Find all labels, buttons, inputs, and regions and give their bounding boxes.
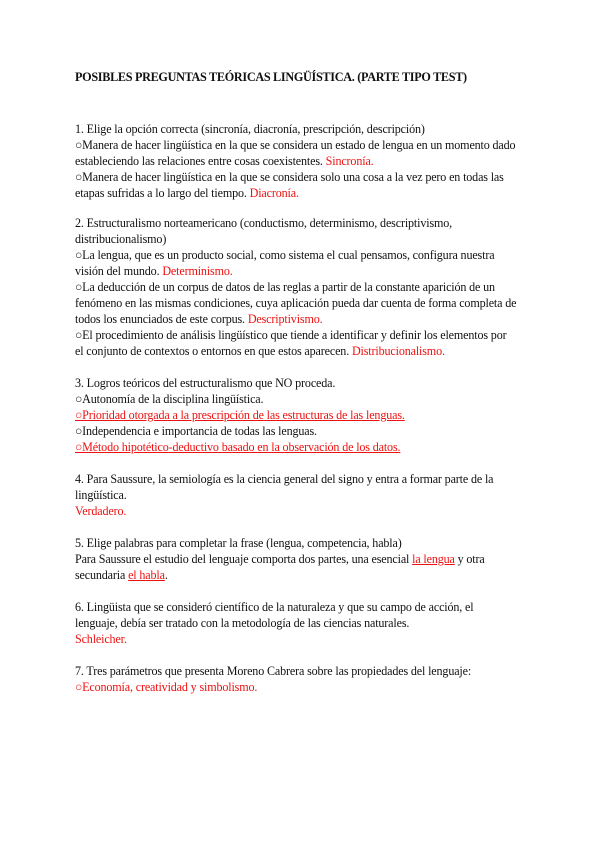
question-4-answer: Verdadero.	[75, 504, 127, 518]
text: secundaria	[75, 568, 129, 582]
answer: Distribucionalismo.	[351, 344, 445, 358]
question-5-sentence	[75, 552, 485, 567]
question-1-option-1-cont	[75, 154, 374, 169]
question-3-option-3: ○Independencia e importancia de todas las lenguas.	[75, 424, 317, 438]
question-1-option-1: ○Manera de hacer lingüística en la que se considera un estado de lengua en un momento dado	[75, 138, 516, 152]
question-3-option-1: ○Autonomía de la disciplina lingüística.	[75, 392, 264, 406]
question-6-heading-cont: lenguaje, debía ser tratado con la metodología de las ciencias naturales.	[75, 616, 410, 630]
question-2-option-1: ○La lengua, que es un producto social, como sistema el cual pensamos, configura nuestra	[75, 248, 495, 262]
answer: Descriptivismo.	[247, 312, 323, 326]
question-7-heading: 7. Tres parámetros que presenta Moreno Cabrera sobre las propiedades del lenguaje:	[75, 664, 472, 678]
question-5-heading: 5. Elige palabras para completar la frase (lengua, competencia, habla)	[75, 536, 402, 550]
text: todos los enunciados de este corpus.	[75, 312, 248, 326]
question-4-heading-cont: lingüística.	[75, 488, 127, 502]
question-3-option-2-answer: ○Prioridad otorgada a la prescripción de las estructuras de las lenguas.	[75, 408, 405, 422]
text: el conjunto de contextos o entornos en que estos aparecen.	[75, 344, 352, 358]
text: Para Saussure el estudio del lenguaje comporta dos partes, una esencial	[75, 552, 413, 566]
text: y otra	[454, 552, 485, 566]
question-3-heading: 3. Logros teóricos del estructuralismo que NO proceda.	[75, 376, 336, 390]
answer-2: el habla	[128, 568, 165, 582]
question-1-option-2-cont	[75, 186, 299, 201]
question-1-heading: 1. Elige la opción correcta (sincronía, diacronía, prescripción, descripción)	[75, 122, 425, 136]
answer: Sincronía.	[325, 154, 374, 168]
question-1-option-2: ○Manera de hacer lingüística en la que se considera solo una cosa a la vez pero en todas las	[75, 170, 504, 184]
question-2-option-3-cont	[75, 344, 445, 359]
question-7-answer: ○Economía, creatividad y simbolismo.	[75, 680, 258, 694]
question-6-answer: Schleicher.	[75, 632, 127, 646]
question-2-option-1-cont	[75, 264, 233, 279]
text: estableciendo las relaciones entre cosas coexistentes.	[75, 154, 326, 168]
question-5-sentence-cont	[75, 568, 168, 583]
document-title: POSIBLES PREGUNTAS TEÓRICAS LINGÜÍSTICA. (PARTE TIPO TEST)	[75, 70, 467, 84]
question-2-option-2: ○La deducción de un corpus de datos de las reglas a partir de la constante aparición de un	[75, 280, 495, 294]
question-4-heading: 4. Para Saussure, la semiología es la ciencia general del signo y entra a formar parte de la	[75, 472, 494, 486]
question-6-heading: 6. Lingüista que se consideró científico de la naturaleza y que su campo de acción, el	[75, 600, 474, 614]
answer-1: la lengua	[412, 552, 455, 566]
text: .	[164, 568, 168, 582]
question-2-option-2-cont2	[75, 312, 322, 327]
question-2-option-3: ○El procedimiento de análisis lingüístico que tiende a identificar y definir los elementos por	[75, 328, 507, 342]
question-2-heading-cont: distribucionalismo)	[75, 232, 167, 246]
question-3-option-4-answer: ○Método hipotético-deductivo basado en la observación de los datos.	[75, 440, 401, 454]
text: etapas sufridas a lo largo del tiempo.	[75, 186, 250, 200]
question-2-heading: 2. Estructuralismo norteamericano (conductismo, determinismo, descriptivismo,	[75, 216, 453, 230]
text: visión del mundo.	[75, 264, 163, 278]
answer: Diacronía.	[249, 186, 299, 200]
answer: Determinismo.	[162, 264, 233, 278]
question-2-option-2-cont: fenómeno en las mismas condiciones, cuya aplicación pueda dar cuenta de forma completa de	[75, 296, 517, 310]
